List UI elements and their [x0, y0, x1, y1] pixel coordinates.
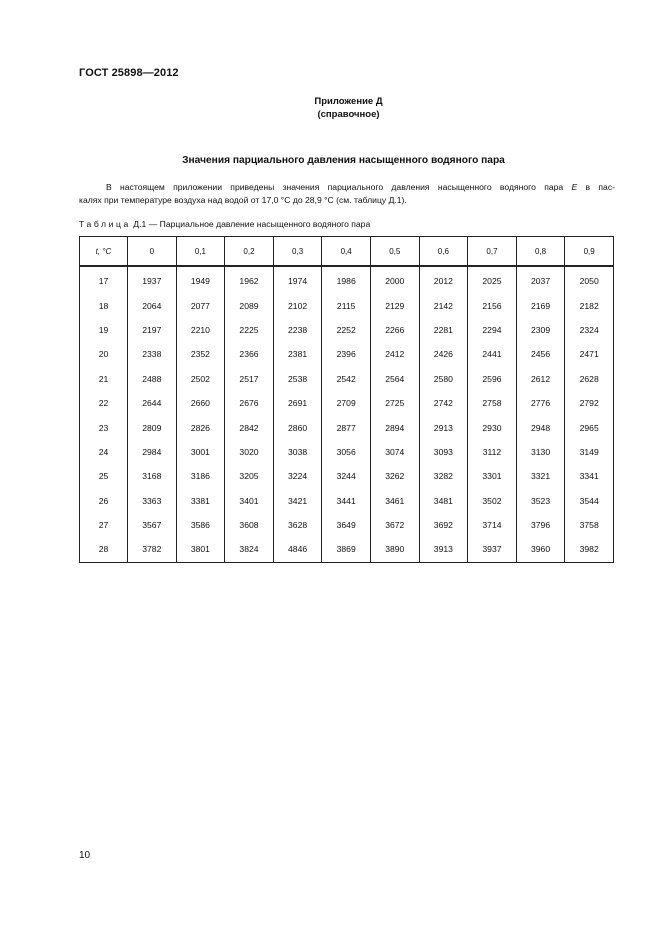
- pressure-cell: 3301: [468, 464, 517, 488]
- pressure-cell: 3567: [128, 513, 177, 537]
- pressure-cell: 2676: [225, 391, 274, 415]
- row-temperature-cell: 26: [80, 489, 128, 513]
- pressure-cell: 2948: [516, 415, 565, 439]
- pressure-cell: 3093: [419, 440, 468, 464]
- column-header: 0,1: [176, 237, 225, 267]
- table-header-row: [80, 237, 614, 267]
- pressure-cell: 2826: [176, 415, 225, 439]
- column-header: 0: [128, 237, 177, 267]
- pressure-cell: 2596: [468, 367, 517, 391]
- pressure-cell: 2366: [225, 342, 274, 366]
- pressure-cell: 3381: [176, 489, 225, 513]
- row-temperature-cell: 24: [80, 440, 128, 464]
- pressure-cell: 3869: [322, 537, 371, 562]
- pressure-cell: 2324: [565, 318, 614, 342]
- column-header: 0,8: [516, 237, 565, 267]
- pressure-cell: 3913: [419, 537, 468, 562]
- pressure-cell: 2338: [128, 342, 177, 366]
- pressure-cell: 1986: [322, 266, 371, 293]
- pressure-cell: 2294: [468, 318, 517, 342]
- row-temperature-cell: 20: [80, 342, 128, 366]
- pressure-cell: 2352: [176, 342, 225, 366]
- pressure-cell: 2709: [322, 391, 371, 415]
- table-body: [80, 266, 614, 562]
- pressure-cell: 3782: [128, 537, 177, 562]
- row-temperature-cell: 19: [80, 318, 128, 342]
- table-caption-label: Таблица: [79, 219, 131, 229]
- pressure-cell: 3890: [370, 537, 419, 562]
- pressure-cell: 2660: [176, 391, 225, 415]
- table-row: [80, 266, 614, 293]
- pressure-cell: 3421: [273, 489, 322, 513]
- column-header: 0,4: [322, 237, 371, 267]
- pressure-cell: 2580: [419, 367, 468, 391]
- table-row: [80, 415, 614, 439]
- pressure-cell: 2102: [273, 293, 322, 317]
- pressure-cell: 3363: [128, 489, 177, 513]
- table-caption: [79, 219, 370, 229]
- table-row: [80, 464, 614, 488]
- pressure-cell: 3056: [322, 440, 371, 464]
- column-header: 0,9: [565, 237, 614, 267]
- section-title: Значения парциального давления насыщенного водяного пара: [182, 155, 505, 166]
- pressure-cell: 2502: [176, 367, 225, 391]
- pressure-cell: 3714: [468, 513, 517, 537]
- pressure-cell: 2930: [468, 415, 517, 439]
- pressure-cell: 2441: [468, 342, 517, 366]
- pressure-cell: 2538: [273, 367, 322, 391]
- pressure-cell: 1949: [176, 266, 225, 293]
- vapor-pressure-table: [79, 236, 614, 563]
- pressure-cell: 2725: [370, 391, 419, 415]
- paragraph-line-2: калях при температуре воздуха над водой от 17,0 °С до 28,9 °С (см. таблицу Д.1).: [79, 194, 407, 205]
- row-temperature-cell: 27: [80, 513, 128, 537]
- table-row: [80, 342, 614, 366]
- pressure-cell: 3186: [176, 464, 225, 488]
- pressure-cell: 2252: [322, 318, 371, 342]
- pressure-cell: 3341: [565, 464, 614, 488]
- pressure-cell: 3001: [176, 440, 225, 464]
- pressure-cell: 2115: [322, 293, 371, 317]
- pressure-cell: 3692: [419, 513, 468, 537]
- pressure-cell: 2471: [565, 342, 614, 366]
- document-header: ГОСТ 25898—2012: [79, 67, 179, 79]
- pressure-cell: 2612: [516, 367, 565, 391]
- pressure-cell: 1974: [273, 266, 322, 293]
- page-number: 10: [79, 850, 91, 861]
- pressure-cell: 2792: [565, 391, 614, 415]
- appendix-subtitle: (справочное): [317, 109, 380, 120]
- pressure-cell: 2965: [565, 415, 614, 439]
- pressure-cell: 2644: [128, 391, 177, 415]
- table-row: [80, 440, 614, 464]
- row-temperature-cell: 28: [80, 537, 128, 562]
- pressure-cell: 2742: [419, 391, 468, 415]
- pressure-cell: 2169: [516, 293, 565, 317]
- variable-e: E: [571, 182, 578, 192]
- pressure-cell: 2238: [273, 318, 322, 342]
- pressure-cell: 3628: [273, 513, 322, 537]
- intro-paragraph: [79, 181, 615, 206]
- pressure-cell: 3824: [225, 537, 274, 562]
- pressure-cell: 2381: [273, 342, 322, 366]
- pressure-cell: 2456: [516, 342, 565, 366]
- pressure-cell: 2691: [273, 391, 322, 415]
- pressure-cell: 3321: [516, 464, 565, 488]
- pressure-cell: 3112: [468, 440, 517, 464]
- pressure-cell: 2182: [565, 293, 614, 317]
- pressure-cell: 3461: [370, 489, 419, 513]
- pressure-cell: 2089: [225, 293, 274, 317]
- pressure-cell: 3038: [273, 440, 322, 464]
- column-header: 0,2: [225, 237, 274, 267]
- row-temperature-cell: 23: [80, 415, 128, 439]
- pressure-cell: 3801: [176, 537, 225, 562]
- pressure-cell: 3523: [516, 489, 565, 513]
- pressure-cell: 3960: [516, 537, 565, 562]
- paragraph-line-1: [79, 181, 615, 194]
- pressure-cell: 2064: [128, 293, 177, 317]
- pressure-cell: 3544: [565, 489, 614, 513]
- pressure-cell: 3608: [225, 513, 274, 537]
- pressure-cell: 3149: [565, 440, 614, 464]
- pressure-cell: 3982: [565, 537, 614, 562]
- appendix-title: Приложение Д: [314, 96, 383, 107]
- pressure-cell: 2412: [370, 342, 419, 366]
- table-row: [80, 293, 614, 317]
- column-header: 0,5: [370, 237, 419, 267]
- pressure-cell: 3649: [322, 513, 371, 537]
- pressure-cell: 3586: [176, 513, 225, 537]
- pressure-cell: 3130: [516, 440, 565, 464]
- pressure-cell: 3441: [322, 489, 371, 513]
- pressure-cell: 3481: [419, 489, 468, 513]
- pressure-cell: 3937: [468, 537, 517, 562]
- paragraph-text: В настоящем приложении приведены значения парциального давления насыщенного водяного пара: [106, 182, 572, 192]
- table-row: [80, 391, 614, 415]
- pressure-cell: 2281: [419, 318, 468, 342]
- pressure-cell: 2842: [225, 415, 274, 439]
- column-header: 0,3: [273, 237, 322, 267]
- pressure-cell: 2426: [419, 342, 468, 366]
- pressure-cell: 2012: [419, 266, 468, 293]
- pressure-cell: 2776: [516, 391, 565, 415]
- pressure-cell: 2309: [516, 318, 565, 342]
- column-header: 0,6: [419, 237, 468, 267]
- pressure-cell: 3244: [322, 464, 371, 488]
- pressure-cell: 2984: [128, 440, 177, 464]
- row-temperature-cell: 21: [80, 367, 128, 391]
- row-temperature-cell: 22: [80, 391, 128, 415]
- pressure-cell: 2050: [565, 266, 614, 293]
- table-row: [80, 537, 614, 562]
- pressure-cell: 3224: [273, 464, 322, 488]
- table-row: [80, 513, 614, 537]
- pressure-cell: 1937: [128, 266, 177, 293]
- pressure-cell: 2913: [419, 415, 468, 439]
- pressure-cell: 2564: [370, 367, 419, 391]
- pressure-cell: 2542: [322, 367, 371, 391]
- row-temperature-cell: 25: [80, 464, 128, 488]
- row-temperature-cell: 18: [80, 293, 128, 317]
- pressure-cell: 2037: [516, 266, 565, 293]
- table-row: [80, 367, 614, 391]
- pressure-cell: 3074: [370, 440, 419, 464]
- column-header: 0,7: [468, 237, 517, 267]
- pressure-cell: 2225: [225, 318, 274, 342]
- pressure-cell: 2142: [419, 293, 468, 317]
- pressure-cell: 2860: [273, 415, 322, 439]
- pressure-cell: 2488: [128, 367, 177, 391]
- pressure-cell: 3020: [225, 440, 274, 464]
- pressure-cell: 3401: [225, 489, 274, 513]
- pressure-cell: 2197: [128, 318, 177, 342]
- pressure-cell: 3205: [225, 464, 274, 488]
- pressure-cell: 2877: [322, 415, 371, 439]
- table-row: [80, 489, 614, 513]
- pressure-cell: 2266: [370, 318, 419, 342]
- pressure-cell: 3758: [565, 513, 614, 537]
- pressure-cell: 4846: [273, 537, 322, 562]
- pressure-cell: 2025: [468, 266, 517, 293]
- table-row: [80, 318, 614, 342]
- paragraph-text: в пас-: [577, 182, 615, 192]
- pressure-cell: 3168: [128, 464, 177, 488]
- pressure-cell: 2809: [128, 415, 177, 439]
- pressure-cell: 2000: [370, 266, 419, 293]
- pressure-cell: 2129: [370, 293, 419, 317]
- pressure-cell: 2517: [225, 367, 274, 391]
- table-caption-text: Д.1 — Парциальное давление насыщенного водяного пара: [130, 219, 371, 229]
- pressure-cell: 1962: [225, 266, 274, 293]
- pressure-cell: 3502: [468, 489, 517, 513]
- pressure-cell: 2077: [176, 293, 225, 317]
- pressure-cell: 2758: [468, 391, 517, 415]
- row-temperature-cell: 17: [80, 266, 128, 293]
- pressure-cell: 3796: [516, 513, 565, 537]
- pressure-cell: 3672: [370, 513, 419, 537]
- pressure-cell: 2894: [370, 415, 419, 439]
- pressure-cell: 2628: [565, 367, 614, 391]
- column-header-temperature: t, °C: [80, 237, 128, 267]
- pressure-cell: 2210: [176, 318, 225, 342]
- pressure-cell: 2156: [468, 293, 517, 317]
- pressure-cell: 3282: [419, 464, 468, 488]
- pressure-cell: 2396: [322, 342, 371, 366]
- pressure-cell: 3262: [370, 464, 419, 488]
